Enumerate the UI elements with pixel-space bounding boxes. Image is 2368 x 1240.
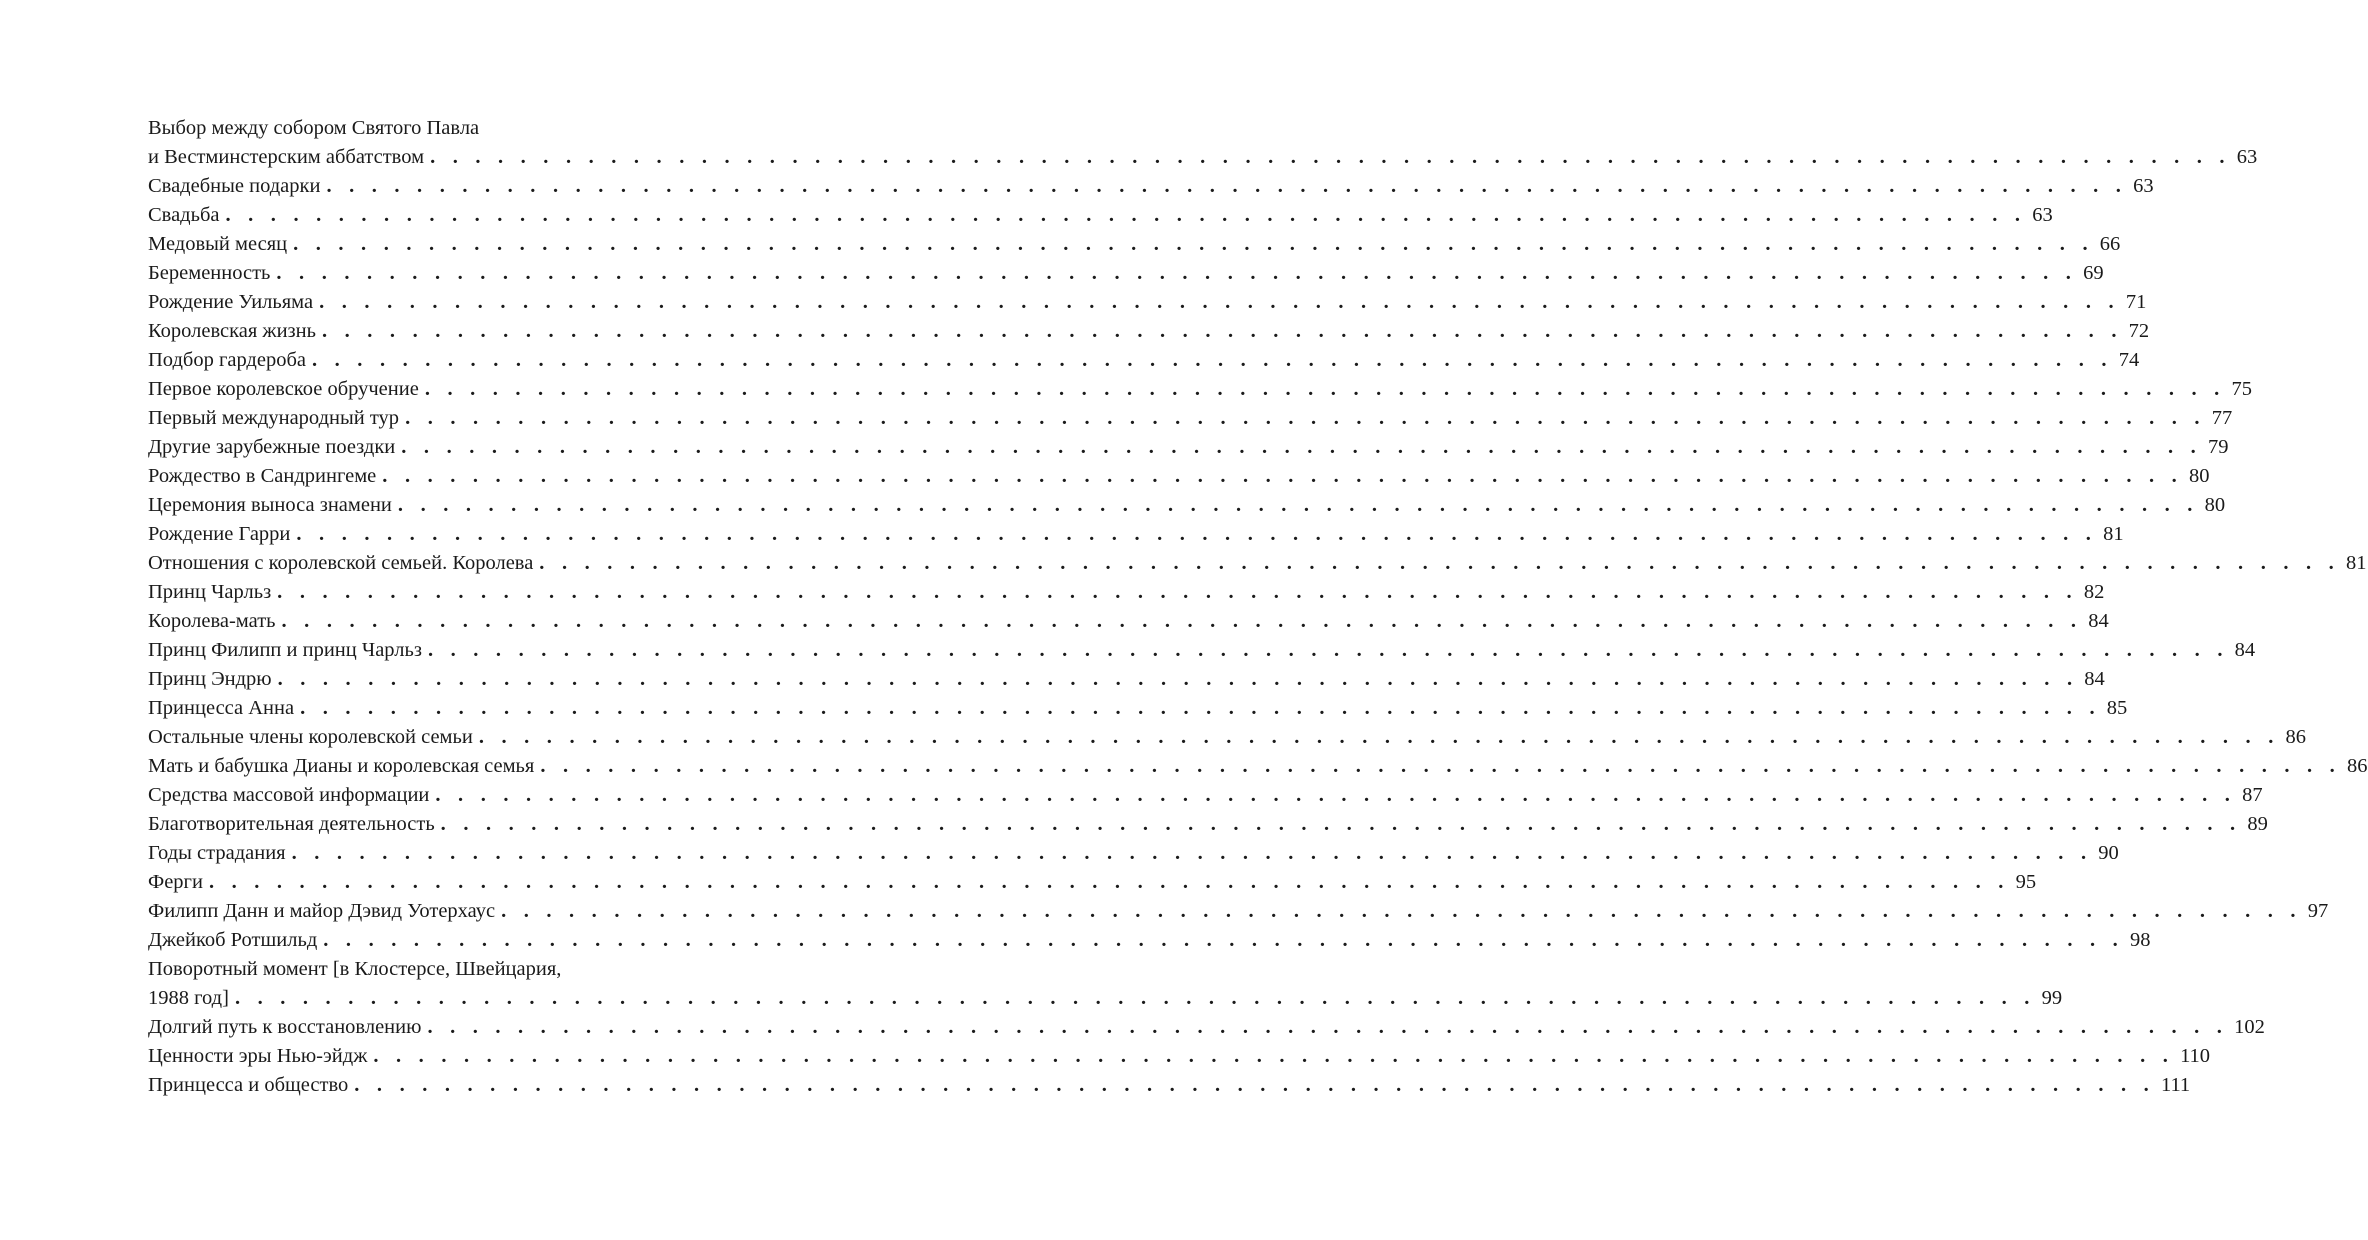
toc-entry-title: Благотворительная деятельность	[148, 813, 435, 835]
toc-entry-title: Ценности эры Нью-эйдж	[148, 1045, 368, 1067]
dot-leader: . . . . . . . . . . . . . . . . . . . . . . . . . . . . . . . . . . . . . . . . . . . . . . . . . . . . . . . . . . . . . . . . . . . . . . . . . . . . . . . .	[225, 204, 2027, 226]
toc-entry-line	[148, 839, 2119, 868]
toc-entry-title: Принц Эндрю	[148, 668, 272, 690]
toc-entry-title: Беременность	[148, 262, 271, 284]
toc-entry-line	[148, 201, 2053, 230]
toc-entry-title-lead: Выбор между собором Святого Павла	[148, 117, 480, 139]
toc-entry-page-number: 80	[2204, 494, 2226, 516]
toc-entry	[148, 1071, 2191, 1100]
toc-entry-title: Рождение Уильяма	[148, 291, 314, 313]
toc-entry-line	[148, 433, 2229, 462]
toc-entry	[148, 578, 2105, 607]
toc-entry-page-number: 79	[2207, 436, 2229, 458]
toc-entry	[148, 868, 2037, 897]
toc-entry-title: Принцесса и общество	[148, 1074, 349, 1096]
toc-entry-title: Филипп Данн и майор Дэвид Уотерхаус	[148, 900, 496, 922]
toc-entry	[148, 723, 2307, 752]
dot-leader: . . . . . . . . . . . . . . . . . . . . . . . . . . . . . . . . . . . . . . . . . . . . . . . . . . . . . . . . . . . . . . . . . . . . . . . . . . . . . . . .	[293, 233, 2094, 255]
toc-entry-title: Ферги	[148, 871, 203, 893]
toc-entry	[148, 520, 2124, 549]
toc-entry-page-number: 81	[2345, 552, 2367, 574]
toc-entry-line	[148, 926, 2151, 955]
toc-entry-page-number: 63	[2032, 204, 2053, 226]
dot-leader: . . . . . . . . . . . . . . . . . . . . . . . . . . . . . . . . . . . . . . . . . . . . . . . . . . . . . . . . . . . . . . . . . . . . . . . . . . . . . . . .	[354, 1074, 2155, 1096]
toc-entry-line	[148, 694, 2128, 723]
toc-entry-line	[148, 781, 2263, 810]
toc-entry-title: Медовый месяц	[148, 233, 288, 255]
toc-entry-title-line	[148, 114, 680, 143]
table-of-contents	[148, 114, 2368, 1100]
dot-leader: . . . . . . . . . . . . . . . . . . . . . . . . . . . . . . . . . . . . . . . . . . . . . . . . . . . . . . . . . . . . . . . . . . . . . . . . . . . . . . . .	[440, 813, 2242, 835]
toc-entry-page-number: 111	[2160, 1074, 2191, 1096]
dot-leader: . . . . . . . . . . . . . . . . . . . . . . . . . . . . . . . . . . . . . . . . . . . . . . . . . . . . . . . . . . . . . . . . . . . . . . . . . . . . . . . .	[539, 552, 2340, 574]
toc-entry-title: Отношения с королевской семьей. Королева	[148, 552, 534, 574]
toc-entry	[148, 404, 2233, 433]
toc-entry	[148, 694, 2128, 723]
dot-leader: . . . . . . . . . . . . . . . . . . . . . . . . . . . . . . . . . . . . . . . . . . . . . . . . . . . . . . . . . . . . . . . . . . . . . . . . . . . . . . . .	[478, 726, 2280, 748]
toc-entry-line	[148, 491, 2226, 520]
toc-entry	[148, 259, 2104, 288]
toc-entry	[148, 1042, 2211, 1071]
toc-entry-title: Рождение Гарри	[148, 523, 291, 545]
toc-entry	[148, 839, 2119, 868]
dot-leader: . . . . . . . . . . . . . . . . . . . . . . . . . . . . . . . . . . . . . . . . . . . . . . . . . . . . . . . . . . . . . . . . . . . . . . . . . . . . . . . .	[540, 755, 2342, 777]
dot-leader: . . . . . . . . . . . . . . . . . . . . . . . . . . . . . . . . . . . . . . . . . . . . . . . . . . . . . . . . . . . . . . . . . . . . . . . . . . . . . . . .	[430, 146, 2231, 168]
toc-entry-page-number: 110	[2180, 1045, 2211, 1067]
dot-leader: . . . . . . . . . . . . . . . . . . . . . . . . . . . . . . . . . . . . . . . . . . . . . . . . . . . . . . . . . . . . . . . . . . . . . . . . . . . . . . . .	[234, 987, 2036, 1009]
toc-entry-line	[148, 578, 2105, 607]
toc-entry-page-number: 84	[2234, 639, 2256, 661]
toc-entry	[148, 346, 2140, 375]
toc-entry-title: Принц Филипп и принц Чарльз	[148, 639, 422, 661]
toc-entry-page-number: 95	[2015, 871, 2037, 893]
toc-entry-page-number: 90	[2098, 842, 2119, 864]
toc-entry-title-lead: Поворотный момент [в Клостерсе, Швейцария,	[148, 958, 562, 980]
toc-entry-line	[148, 897, 2329, 926]
toc-entry-page-number: 85	[2106, 697, 2128, 719]
toc-entry-title: Первый международный тур	[148, 407, 400, 429]
toc-entry-page-number: 89	[2247, 813, 2268, 835]
toc-entry-line	[148, 636, 2256, 665]
toc-entry-title: Джейкоб Ротшильд	[148, 929, 318, 951]
toc-entry-line	[148, 984, 2063, 1013]
toc-entry-title: Первое королевское обручение	[148, 378, 419, 400]
toc-entry-title: Королева-мать	[148, 610, 276, 632]
toc-entry-title: Церемония выноса знамени	[148, 494, 392, 516]
toc-entry	[148, 1013, 2265, 1042]
toc-entry-title: Свадьба	[148, 204, 220, 226]
toc-entry	[148, 201, 2053, 230]
toc-entry	[148, 665, 2105, 694]
toc-entry-line	[148, 288, 2147, 317]
toc-entry-line	[148, 665, 2105, 694]
toc-entry-title: Принцесса Анна	[148, 697, 295, 719]
toc-entry-line	[148, 607, 2109, 636]
dot-leader: . . . . . . . . . . . . . . . . . . . . . . . . . . . . . . . . . . . . . . . . . . . . . . . . . . . . . . . . . . . . . . . . . . . . . . . . . . . . . . . .	[291, 842, 2093, 864]
toc-entry-page-number: 99	[2041, 987, 2063, 1009]
toc-entry-line	[148, 404, 2233, 433]
toc-entry-line	[148, 346, 2140, 375]
toc-entry-page-number: 102	[2234, 1016, 2265, 1038]
dot-leader: . . . . . . . . . . . . . . . . . . . . . . . . . . . . . . . . . . . . . . . . . . . . . . . . . . . . . . . . . . . . . . . . . . . . . . . . . . . . . . . .	[401, 436, 2202, 458]
toc-entry-page-number: 75	[2231, 378, 2252, 400]
toc-entry-title: Мать и бабушка Дианы и королевская семья	[148, 755, 535, 777]
dot-leader: . . . . . . . . . . . . . . . . . . . . . . . . . . . . . . . . . . . . . . . . . . . . . . . . . . . . . . . . . . . . . . . . . . . . . . . . . . . . . . . .	[296, 523, 2098, 545]
toc-entry-line	[148, 375, 2252, 404]
toc-entry	[148, 752, 2368, 781]
dot-leader: . . . . . . . . . . . . . . . . . . . . . . . . . . . . . . . . . . . . . . . . . . . . . . . . . . . . . . . . . . . . . . . . . . . . . . . . . . . . . . . .	[323, 929, 2124, 951]
dot-leader: . . . . . . . . . . . . . . . . . . . . . . . . . . . . . . . . . . . . . . . . . . . . . . . . . . . . . . . . . . . . . . . . . . . . . . . . . . . . . . . .	[208, 871, 2010, 893]
toc-entry-page-number: 82	[2083, 581, 2105, 603]
toc-entry-page-number: 86	[2285, 726, 2307, 748]
toc-entry-line	[148, 143, 2258, 172]
dot-leader: . . . . . . . . . . . . . . . . . . . . . . . . . . . . . . . . . . . . . . . . . . . . . . . . . . . . . . . . . . . . . . . . . . . . . . . . . . . . . . . .	[312, 349, 2113, 371]
toc-entry-line	[148, 259, 2104, 288]
toc-entry-page-number: 97	[2307, 900, 2329, 922]
dot-leader: . . . . . . . . . . . . . . . . . . . . . . . . . . . . . . . . . . . . . . . . . . . . . . . . . . . . . . . . . . . . . . . . . . . . . . . . . . . . . . . .	[277, 581, 2078, 603]
toc-entry-line	[148, 1013, 2265, 1042]
toc-entry-line	[148, 810, 2268, 839]
toc-entry	[148, 433, 2229, 462]
toc-entry	[148, 926, 2151, 955]
toc-entry-title: Остальные члены королевской семьи	[148, 726, 473, 748]
toc-entry	[148, 288, 2147, 317]
toc-entry-line	[148, 1042, 2211, 1071]
toc-entry-title: Принц Чарльз	[148, 581, 272, 603]
dot-leader: . . . . . . . . . . . . . . . . . . . . . . . . . . . . . . . . . . . . . . . . . . . . . . . . . . . . . . . . . . . . . . . . . . . . . . . . . . . . . . . .	[300, 697, 2101, 719]
toc-entry-title: Годы страдания	[148, 842, 286, 864]
dot-leader: . . . . . . . . . . . . . . . . . . . . . . . . . . . . . . . . . . . . . . . . . . . . . . . . . . . . . . . . . . . . . . . . . . . . . . . . . . . . . . . .	[321, 320, 2123, 342]
toc-entry-line	[148, 723, 2307, 752]
dot-leader: . . . . . . . . . . . . . . . . . . . . . . . . . . . . . . . . . . . . . . . . . . . . . . . . . . . . . . . . . . . . . . . . . . . . . . . . . . . . . . . .	[435, 784, 2237, 806]
toc-entry	[148, 549, 2367, 578]
toc-entry-page-number: 84	[2088, 610, 2109, 632]
toc-entry-page-number: 87	[2242, 784, 2263, 806]
toc-entry	[148, 172, 2154, 201]
toc-entry-title: Свадебные подарки	[148, 175, 321, 197]
toc-entry-line	[148, 230, 2121, 259]
toc-entry-title: Другие зарубежные поездки	[148, 436, 396, 458]
toc-entry	[148, 897, 2329, 926]
toc-entry	[148, 491, 2226, 520]
toc-entry-page-number: 80	[2188, 465, 2210, 487]
toc-entry	[148, 810, 2268, 839]
dot-leader: . . . . . . . . . . . . . . . . . . . . . . . . . . . . . . . . . . . . . . . . . . . . . . . . . . . . . . . . . . . . . . . . . . . . . . . . . . . . . . . .	[397, 494, 2199, 516]
toc-entry-page-number: 63	[2236, 146, 2258, 168]
toc-entry-line	[148, 462, 2210, 491]
toc-entry-title-line	[148, 955, 680, 984]
dot-leader: . . . . . . . . . . . . . . . . . . . . . . . . . . . . . . . . . . . . . . . . . . . . . . . . . . . . . . . . . . . . . . . . . . . . . . . . . . . . . . . .	[427, 639, 2229, 661]
dot-leader: . . . . . . . . . . . . . . . . . . . . . . . . . . . . . . . . . . . . . . . . . . . . . . . . . . . . . . . . . . . . . . . . . . . . . . . . . . . . . . . .	[427, 1016, 2229, 1038]
toc-entry	[148, 230, 2121, 259]
dot-leader: . . . . . . . . . . . . . . . . . . . . . . . . . . . . . . . . . . . . . . . . . . . . . . . . . . . . . . . . . . . . . . . . . . . . . . . . . . . . . . . .	[373, 1045, 2175, 1067]
toc-entry-title: 1988 год]	[148, 987, 229, 1009]
toc-entry-line	[148, 172, 2154, 201]
toc-entry-page-number: 72	[2128, 320, 2150, 342]
dot-leader: . . . . . . . . . . . . . . . . . . . . . . . . . . . . . . . . . . . . . . . . . . . . . . . . . . . . . . . . . . . . . . . . . . . . . . . . . . . . . . . .	[382, 465, 2183, 487]
toc-entry-page-number: 63	[2133, 175, 2154, 197]
toc-entry	[148, 114, 2258, 172]
toc-entry-line	[148, 868, 2037, 897]
dot-leader: . . . . . . . . . . . . . . . . . . . . . . . . . . . . . . . . . . . . . . . . . . . . . . . . . . . . . . . . . . . . . . . . . . . . . . . . . . . . . . . .	[326, 175, 2128, 197]
toc-entry-title: и Вестминстерским аббатством	[148, 146, 425, 168]
toc-entry	[148, 955, 2063, 1013]
dot-leader: . . . . . . . . . . . . . . . . . . . . . . . . . . . . . . . . . . . . . . . . . . . . . . . . . . . . . . . . . . . . . . . . . . . . . . . . . . . . . . . .	[276, 262, 2078, 284]
toc-entry-page-number: 66	[2099, 233, 2121, 255]
toc-entry-page-number: 98	[2129, 929, 2151, 951]
toc-entry-page-number: 86	[2347, 755, 2368, 777]
toc-entry	[148, 462, 2210, 491]
toc-entry-title: Средства массовой информации	[148, 784, 430, 806]
dot-leader: . . . . . . . . . . . . . . . . . . . . . . . . . . . . . . . . . . . . . . . . . . . . . . . . . . . . . . . . . . . . . . . . . . . . . . . . . . . . . . . .	[277, 668, 2079, 690]
toc-entry	[148, 375, 2252, 404]
dot-leader: . . . . . . . . . . . . . . . . . . . . . . . . . . . . . . . . . . . . . . . . . . . . . . . . . . . . . . . . . . . . . . . . . . . . . . . . . . . . . . . .	[424, 378, 2226, 400]
toc-entry-page-number: 77	[2211, 407, 2233, 429]
toc-entry-page-number: 84	[2084, 668, 2105, 690]
dot-leader: . . . . . . . . . . . . . . . . . . . . . . . . . . . . . . . . . . . . . . . . . . . . . . . . . . . . . . . . . . . . . . . . . . . . . . . . . . . . . . . .	[501, 900, 2302, 922]
toc-entry	[148, 781, 2263, 810]
toc-entry-line	[148, 317, 2150, 346]
toc-entry-line	[148, 752, 2368, 781]
toc-entry-title: Королевская жизнь	[148, 320, 316, 342]
toc-entry-page-number: 74	[2118, 349, 2140, 371]
toc-entry	[148, 636, 2256, 665]
toc-entry-page-number: 69	[2083, 262, 2104, 284]
dot-leader: . . . . . . . . . . . . . . . . . . . . . . . . . . . . . . . . . . . . . . . . . . . . . . . . . . . . . . . . . . . . . . . . . . . . . . . . . . . . . . . .	[281, 610, 2083, 632]
toc-entry	[148, 607, 2109, 636]
toc-entry	[148, 317, 2150, 346]
toc-entry-page-number: 71	[2125, 291, 2147, 313]
toc-entry-line	[148, 520, 2124, 549]
toc-entry-page-number: 81	[2103, 523, 2124, 545]
toc-entry-title: Рождество в Сандрингеме	[148, 465, 377, 487]
dot-leader: . . . . . . . . . . . . . . . . . . . . . . . . . . . . . . . . . . . . . . . . . . . . . . . . . . . . . . . . . . . . . . . . . . . . . . . . . . . . . . . .	[405, 407, 2206, 429]
toc-entry-title: Долгий путь к восстановлению	[148, 1016, 422, 1038]
dot-leader: . . . . . . . . . . . . . . . . . . . . . . . . . . . . . . . . . . . . . . . . . . . . . . . . . . . . . . . . . . . . . . . . . . . . . . . . . . . . . . . .	[319, 291, 2120, 313]
toc-entry-line	[148, 549, 2367, 578]
toc-entry-line	[148, 1071, 2191, 1100]
toc-entry-title: Подбор гардероба	[148, 349, 306, 371]
